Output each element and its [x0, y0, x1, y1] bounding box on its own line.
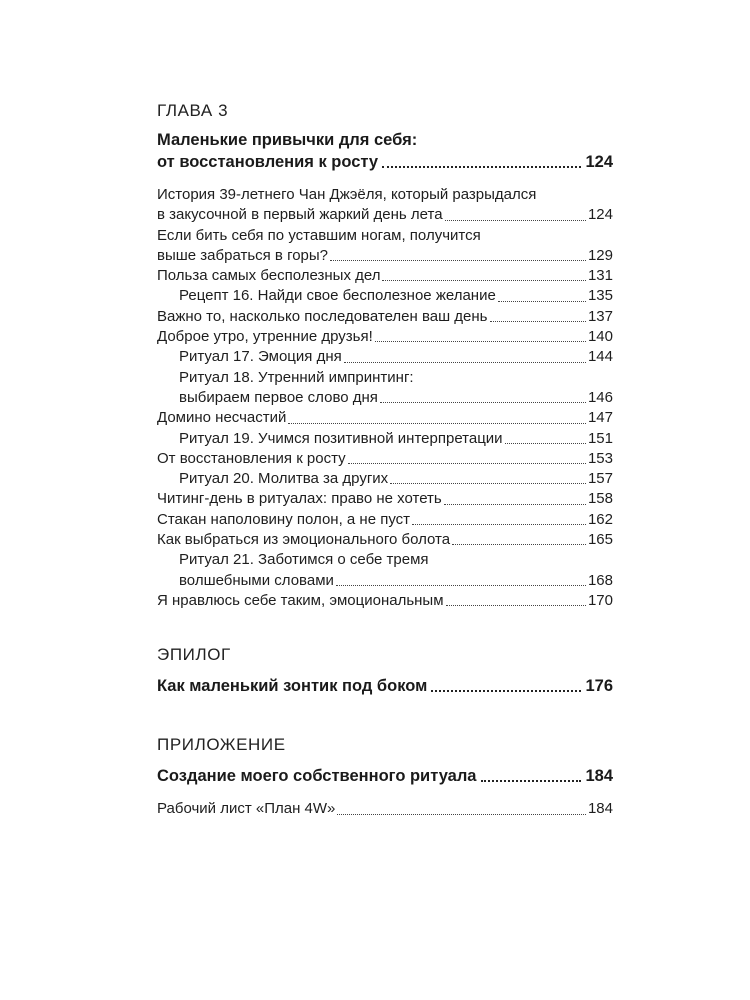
entry-page: 135	[587, 287, 613, 305]
dot-leader	[412, 524, 586, 525]
toc-entry	[157, 799, 613, 819]
chapter-page: 124	[585, 153, 613, 171]
entry-line1: Ритуал 21. Заботимся о себе тремя	[179, 551, 429, 569]
epilogue-label: ЭПИЛОГ	[157, 645, 231, 665]
entry-text: Я нравлюсь себе таким, эмоциональным	[157, 591, 444, 609]
dot-leader	[452, 544, 586, 545]
dot-leader	[446, 605, 586, 606]
chapter-title	[157, 129, 613, 151]
toc-entry	[157, 307, 613, 327]
entry-page: 131	[587, 267, 613, 285]
dot-leader	[330, 260, 586, 261]
entry-text: Домино несчастий	[157, 409, 287, 427]
entry-text: Польза самых бесполезных дел	[157, 267, 381, 285]
dot-leader	[348, 463, 586, 464]
entry-page: 168	[587, 571, 613, 589]
toc-entry	[157, 185, 613, 226]
entry-line1: Если бить себя по уставшим ногам, получится	[157, 226, 481, 244]
appendix-page: 184	[585, 767, 613, 786]
chapter-label: ГЛАВА 3	[157, 101, 229, 120]
chapter-entries	[157, 185, 613, 611]
dot-leader	[380, 402, 586, 403]
entry-page: 151	[587, 429, 613, 447]
appendix-title-row	[157, 765, 613, 787]
toc-entry	[157, 266, 613, 286]
toc-subentry	[157, 368, 613, 409]
dot-leader	[390, 483, 586, 484]
dot-leader	[337, 814, 586, 815]
entry-text: Ритуал 17. Эмоция дня	[179, 348, 342, 366]
entry-page: 144	[587, 348, 613, 366]
dot-leader	[431, 690, 581, 692]
entry-text: волшебными словами	[179, 571, 334, 589]
entry-page: 124	[587, 206, 613, 224]
entry-line1: История 39-летнего Чан Джэёля, который разрыдался	[157, 186, 537, 203]
entry-text: Рецепт 16. Найди свое бесполезное желание	[179, 287, 496, 305]
entry-line1: Ритуал 18. Утренний импринтинг:	[179, 368, 414, 386]
entry-text: Доброе утро, утренние друзья!	[157, 328, 373, 346]
entry-page: 153	[587, 449, 613, 467]
entry-page: 170	[587, 591, 613, 609]
entry-page: 184	[587, 800, 613, 818]
toc-subentry	[157, 347, 613, 367]
toc-entry	[157, 449, 613, 469]
dot-leader	[445, 220, 586, 221]
toc-subentry	[157, 550, 613, 591]
toc-entry	[157, 327, 613, 347]
entry-text: Ритуал 20. Молитва за других	[179, 470, 389, 488]
dot-leader	[336, 585, 586, 586]
entry-page: 162	[587, 510, 613, 528]
toc-entry	[157, 530, 613, 550]
entry-text: От восстановления к росту	[157, 449, 346, 467]
toc-entry	[157, 226, 613, 267]
epilogue-page: 176	[585, 677, 613, 696]
dot-leader	[344, 362, 586, 363]
entry-text: Как выбраться из эмоционального болота	[157, 531, 451, 549]
appendix-label: ПРИЛОЖЕНИЕ	[157, 735, 286, 755]
entry-page: 129	[587, 246, 613, 264]
toc-entry	[157, 489, 613, 509]
dot-leader	[288, 423, 586, 424]
toc-entry	[157, 510, 613, 530]
dot-leader	[490, 321, 586, 322]
dot-leader	[382, 166, 581, 168]
entry-text: выбираем первое слово дня	[179, 388, 378, 406]
toc-entry	[157, 591, 613, 611]
entry-text: выше забраться в горы?	[157, 246, 329, 264]
entry-page: 147	[587, 409, 613, 427]
chapter-title-line2: от восстановления к росту	[157, 153, 379, 171]
entry-text: Читинг-день в ритуалах: право не хотеть	[157, 490, 442, 508]
entry-page: 137	[587, 307, 613, 325]
epilogue-title: Как маленький зонтик под боком	[157, 677, 428, 696]
entry-page: 146	[587, 388, 613, 406]
entry-page: 158	[587, 490, 613, 508]
table-of-contents	[157, 99, 613, 820]
dot-leader	[498, 301, 586, 302]
entry-text: в закусочной в первый жаркий день лета	[157, 206, 443, 224]
dot-leader	[382, 280, 585, 281]
dot-leader	[375, 341, 586, 342]
entry-page: 165	[587, 531, 613, 549]
chapter-title-line1: Маленькие привычки для себя:	[157, 131, 418, 149]
toc-subentry	[157, 286, 613, 306]
toc-subentry	[157, 429, 613, 449]
entry-page: 157	[587, 470, 613, 488]
appendix-title: Создание моего собственного ритуала	[157, 767, 477, 786]
entry-text: Ритуал 19. Учимся позитивной интерпретации	[179, 429, 503, 447]
dot-leader	[444, 504, 586, 505]
toc-subentry	[157, 469, 613, 489]
toc-entry	[157, 408, 613, 428]
entry-text: Важно то, насколько последователен ваш день	[157, 307, 488, 325]
dot-leader	[505, 443, 586, 444]
entry-text: Рабочий лист «План 4W»	[157, 800, 336, 818]
entry-page: 140	[587, 328, 613, 346]
dot-leader	[481, 780, 582, 782]
chapter-title-row	[157, 151, 613, 173]
epilogue-title-row	[157, 675, 613, 697]
entry-text: Стакан наполовину полон, а не пуст	[157, 510, 411, 528]
